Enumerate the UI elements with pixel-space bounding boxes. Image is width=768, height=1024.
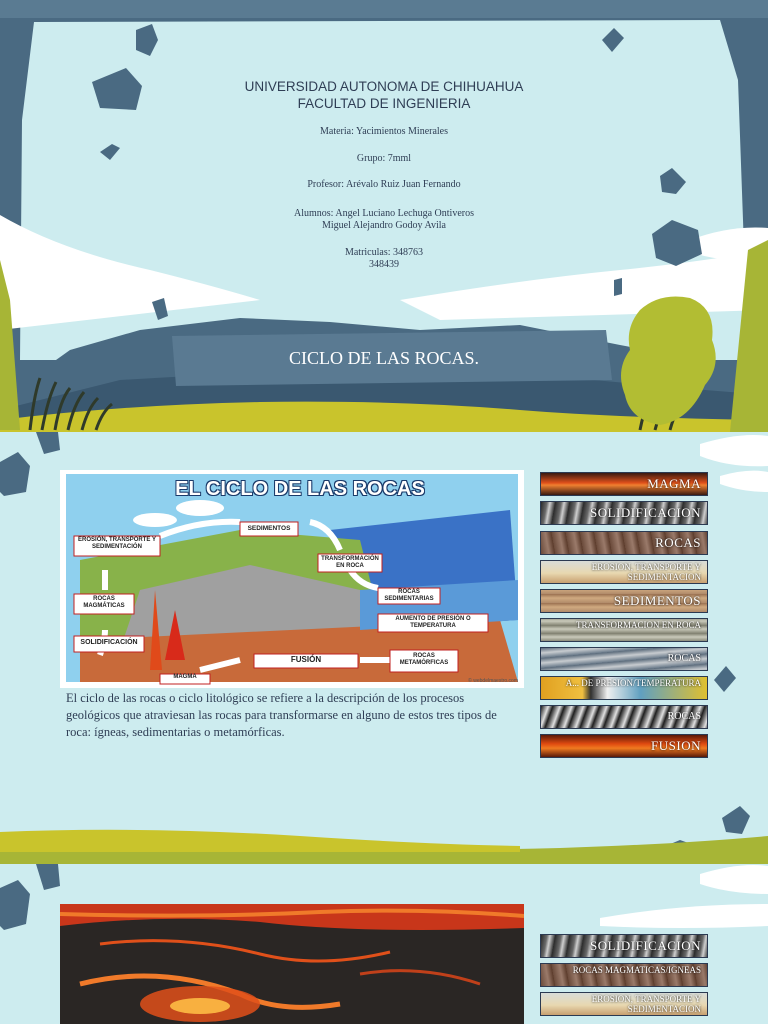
nav-button-label: ROCAS MAGMATICAS/IGNEAS	[572, 965, 701, 975]
nav-button-label: TRANSFORMACION EN ROCA	[575, 620, 701, 630]
cover-slide	[0, 0, 768, 432]
nav-button-rocas-metamorficas[interactable]	[540, 705, 708, 729]
rock-cycle-slide	[0, 432, 768, 864]
rock-cycle-diagram	[60, 470, 524, 688]
professor-line: Profesor: Arévalo Ruiz Juan Fernando	[307, 179, 461, 190]
nav-button-solidificacion-2[interactable]	[540, 934, 708, 958]
nav-button-fusion[interactable]	[540, 734, 708, 758]
nav-button-label: EROSION, TRANSPORTE Y SEDIMENTACION	[591, 994, 701, 1014]
label-sedimentos: SEDIMENTOS	[247, 525, 291, 532]
lava-photo	[60, 904, 524, 1024]
nav-button-magma[interactable]	[540, 472, 708, 496]
nav-button-rocas-sedimentarias[interactable]	[540, 647, 708, 671]
nav-button-label: ROCAS	[667, 711, 701, 722]
nav-button-erosion[interactable]	[540, 560, 708, 584]
university-name: UNIVERSIDAD AUTONOMA DE CHIHUAHUA	[244, 79, 524, 94]
nav-button-label: SOLIDIFICACION	[590, 938, 701, 953]
ids-line-2: 348439	[369, 259, 399, 270]
label-magma: MAGMA	[173, 674, 197, 680]
university-heading	[184, 78, 584, 112]
nav-button-label: FUSION	[651, 738, 701, 753]
subject-line: Materia: Yacimientos Minerales	[319, 126, 449, 137]
label-rocas-magmaticas: ROCAS MAGMÁTICAS	[83, 596, 125, 609]
faculty-name: FACULTAD DE INGENIERIA	[297, 96, 471, 111]
nav-button-presion[interactable]	[540, 676, 708, 700]
nav-button-rocas-magmaticas[interactable]	[540, 963, 708, 987]
nav-button-erosion-2[interactable]	[540, 992, 708, 1016]
diagram-title: EL CICLO DE LAS ROCAS	[175, 478, 425, 500]
nav-button-label: ROCAS	[655, 535, 701, 550]
students-line-1: Alumnos: Angel Luciano Lechuga Ontiveros	[294, 208, 474, 219]
nav-button-transformacion[interactable]	[540, 618, 708, 642]
label-rocas-sedimentarias: ROCAS SEDIMENTARIAS	[384, 589, 434, 602]
magma-slide	[0, 864, 768, 1024]
lava-image	[60, 904, 524, 1024]
label-aumento: AUMENTO DE PRESIÓN O TEMPERATURA	[395, 616, 471, 629]
group-line: Grupo: 7mml	[356, 153, 412, 164]
label-transformacion: TRANSFORMACIÓN EN ROCA	[321, 556, 379, 569]
nav-button-label: SEDIMENTOS	[613, 593, 701, 608]
rock-cycle-description: El ciclo de las rocas o ciclo litológico se refiere a la descripción de los procesos geológicos que atraviesan las rocas para transformarse en alguno de estos tres tipos de roca: ígneas, sedimentarias o metamórficas.	[66, 691, 497, 739]
label-solidificacion: SOLIDIFICACIÓN	[80, 639, 138, 646]
nav-button-label: A... DE PRESION/TEMPERATURA	[565, 678, 701, 688]
label-rocas-metamorficas: ROCAS METAMÓRFICAS	[399, 653, 449, 666]
diagram-credit: © webdelmaestro.com	[468, 678, 518, 684]
ids-line-1: Matriculas: 348763	[344, 247, 424, 258]
nav-button-solidificacion[interactable]	[540, 501, 708, 525]
nav-button-label: MAGMA	[647, 476, 701, 491]
students-line-2: Miguel Alejandro Godoy Avila	[322, 220, 446, 231]
cover-title: CICLO DE LAS ROCAS.	[288, 348, 480, 368]
nav-button-label: EROSION, TRANSPORTE Y SEDIMENTACION	[591, 562, 701, 582]
nav-button-label: SOLIDIFICACION	[590, 505, 701, 520]
nav-button-rocas[interactable]	[540, 531, 708, 555]
nav-button-sedimentos[interactable]	[540, 589, 708, 613]
label-fusion: FUSIÓN	[290, 655, 322, 664]
nav-button-label: ROCAS	[667, 653, 701, 664]
label-erosion: EROSIÓN, TRANSPORTE Y SEDIMENTACIÓN	[78, 537, 156, 550]
